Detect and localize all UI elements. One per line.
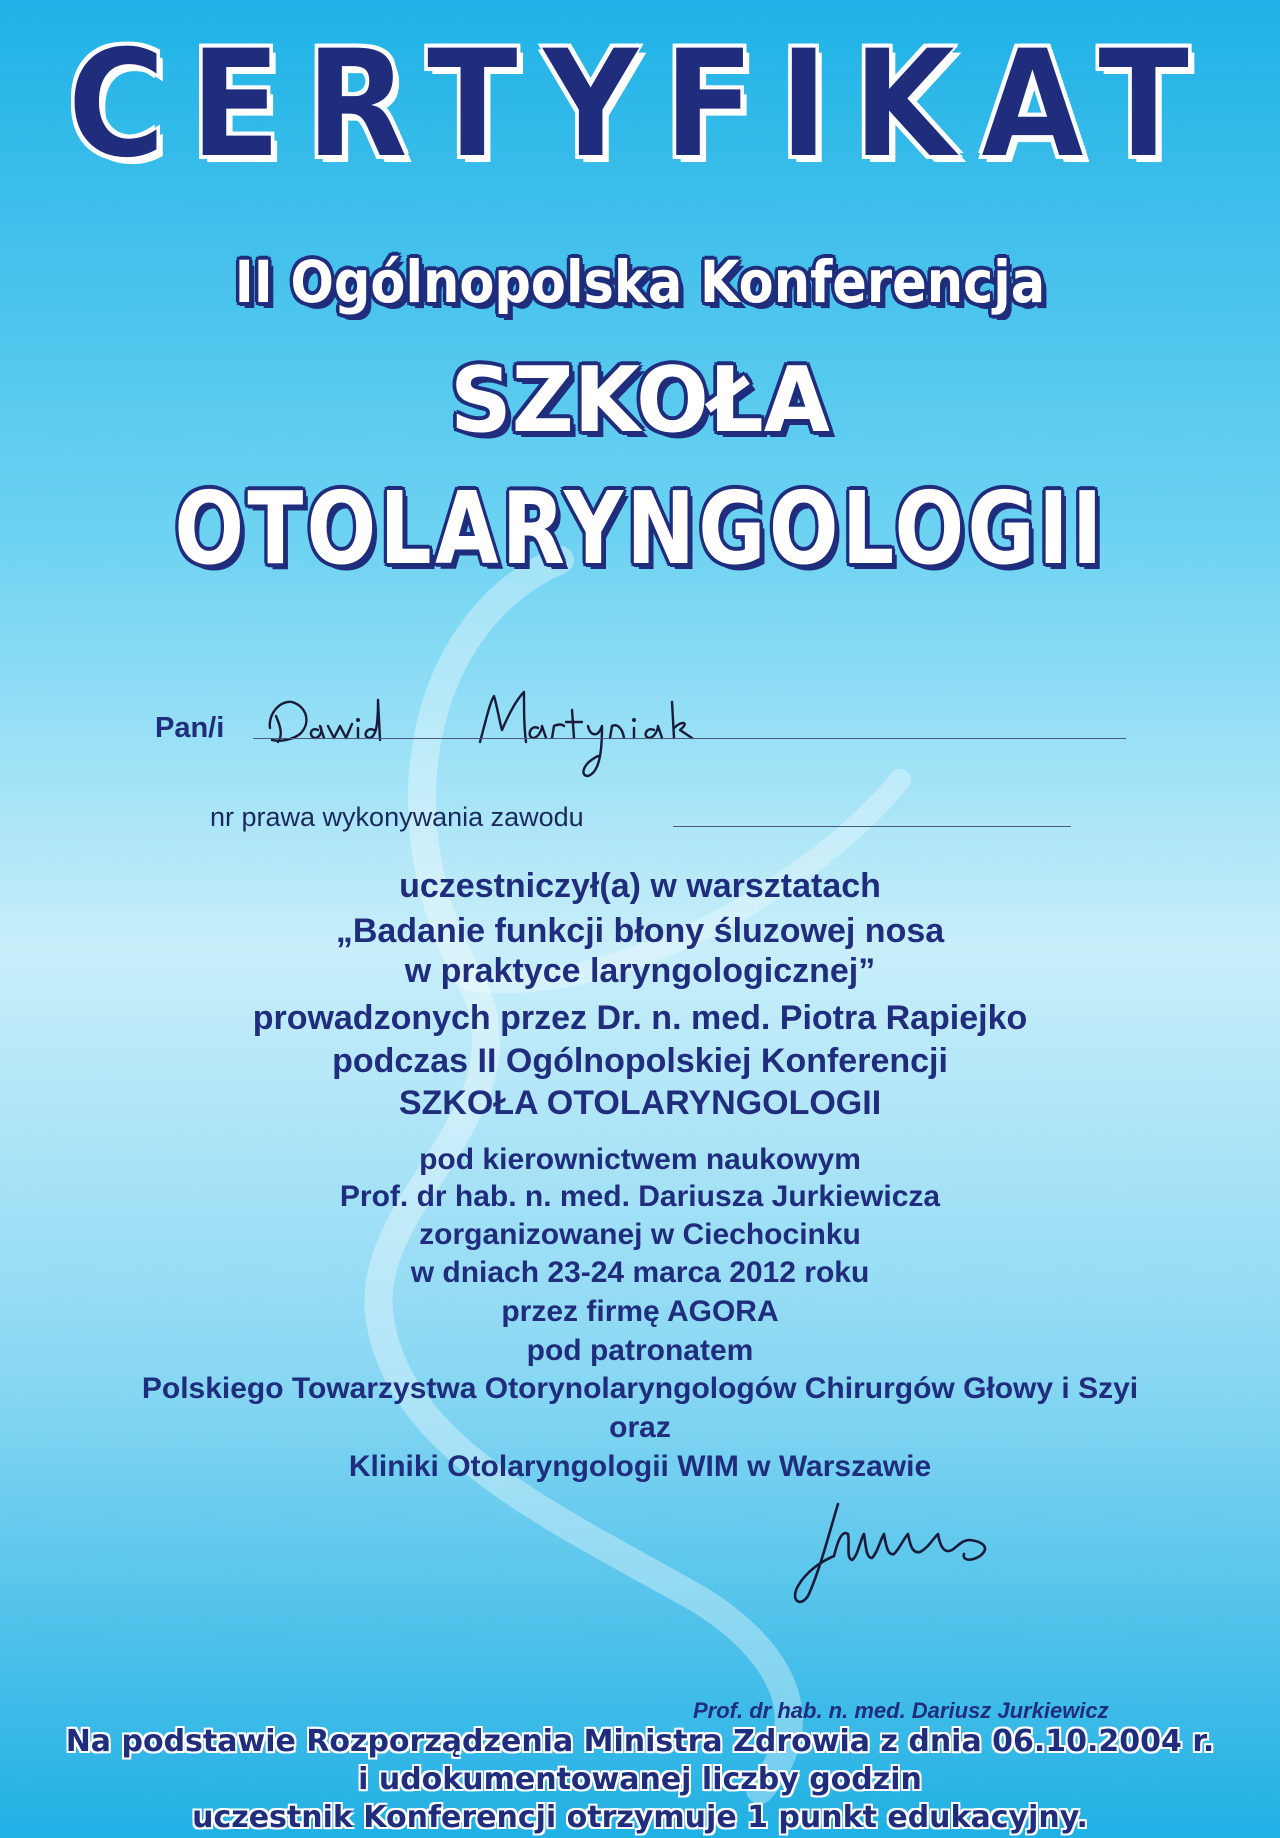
school-title-line1: SZKOŁA [450, 348, 830, 453]
recipient-label: Pan/i [155, 712, 225, 744]
organizer-line-5: przez firmę AGORA [501, 1295, 779, 1328]
footer-line-2: i udokumentowanej liczby godzin [358, 1762, 922, 1797]
organizer-line-1: pod kierownictwem naukowym [419, 1143, 861, 1176]
organizer-line-9: Kliniki Otolaryngologii WIM w Warszawie [348, 1450, 932, 1483]
recipient-name-line [253, 738, 1126, 739]
signature-caption: Prof. dr hab. n. med. Dariusz Jurkiewicz [693, 1698, 1109, 1723]
body-line-1: uczestniczył(a) w warsztatach [399, 867, 881, 905]
body-line-4: prowadzonych przez Dr. n. med. Piotra Rapiejko [252, 999, 1028, 1037]
signature-mark [790, 1500, 1080, 1610]
body-line-6: SZKOŁA OTOLARYNGOLOGII [398, 1084, 882, 1122]
organizer-line-4: w dniach 23-24 marca 2012 roku [410, 1256, 870, 1289]
organizer-line-8: oraz [609, 1411, 671, 1444]
body-line-3: w praktyce laryngologicznej” [404, 952, 876, 990]
organizer-line-2: Prof. dr hab. n. med. Dariusza Jurkiewicza [339, 1180, 941, 1213]
license-number-label: nr prawa wykonywania zawodu [210, 802, 584, 832]
footer-line-3: uczestnik Konferencji otrzymuje 1 punkt edukacyjny. [192, 1800, 1088, 1835]
footer-line-1: Na podstawie Rozporządzenia Ministra Zdrowia z dnia 06.10.2004 r. [65, 1724, 1215, 1759]
recipient-name-handwritten [262, 680, 822, 800]
body-line-2: „Badanie funkcji błony śluzowej nosa [335, 912, 945, 950]
organizer-line-7: Polskiego Towarzystwa Otorynolaryngologów Chirurgów Głowy i Szyi [141, 1372, 1139, 1405]
organizer-line-6: pod patronatem [526, 1334, 754, 1367]
body-line-5: podczas II Ogólnopolskiej Konferencji [332, 1042, 948, 1080]
certificate-title: CERTYFIKAT [66, 18, 1214, 192]
school-title-line2: OTOLARYNGOLOGII [174, 470, 1106, 587]
conference-subtitle: II Ogólnopolska Konferencja [234, 248, 1046, 316]
organizer-line-3: zorganizowanej w Ciechocinku [419, 1218, 861, 1251]
license-number-line [673, 826, 1071, 827]
